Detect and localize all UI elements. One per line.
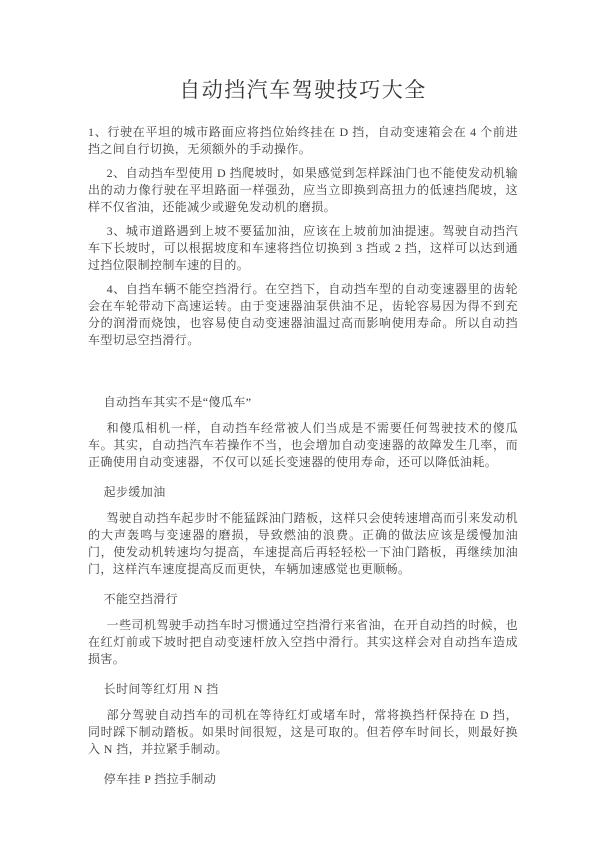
document-title: 自动挡汽车驾驶技巧大全 — [179, 78, 427, 102]
section-paragraph: 和傻瓜相机一样，自动挡车经常被人们当成是不需要任何驾驶技术的傻瓜车。其实，自动挡汽车若操作不当，也会增加自动变速器的故障发生几率，而正确使用自动变速器，不仅可以延长变速器的使用寿命，还可以降低油耗。 — [88, 421, 518, 469]
section-paragraph: 一些司机驾驶手动挡车时习惯通过空挡滑行来省油，在开自动挡的时候，也在红灯前或下坡时把自动变速杆放入空挡中滑行。其实这样会对自动挡车造成损害。 — [88, 618, 518, 666]
section-not-a-fool-car — [88, 394, 518, 471]
section-heading: 起步缓加油 — [103, 485, 166, 499]
intro-paragraph-1: 1、行驶在平坦的城市路面应将挡位始终挂在 D 挡，自动变速箱会在 4 个前进挡之间自行切换，无须额外的手动操作。 — [88, 125, 518, 156]
intro-paragraph-3: 3、城市道路遇到上坡不要猛加油，应该在上坡前加油提速。驾驶自动挡汽车下长坡时，可以根据坡度和车速将挡位切换到 3 挡或 2 挡，这样可以达到通过挡位限制控制车速的目的。 — [88, 224, 518, 272]
section-paragraph: 部分驾驶自动挡车的司机在等待红灯或堵车时，常将换挡杆保持在 D 挡，同时踩下制动踏板。如果时间很短，这是可取的。但若停车时间长，则最好换入 N 挡，并拉紧手制动。 — [88, 708, 518, 756]
section-heading: 自动挡车其实不是“傻瓜车” — [103, 395, 252, 409]
section-heading: 长时间等红灯用 N 挡 — [103, 682, 219, 696]
section-slow-throttle-start — [88, 484, 518, 578]
intro-paragraph-2: 2、自动挡车型使用 D 挡爬坡时，如果感觉到怎样踩油门也不能使发动机输出的动力像行驶在平坦路面一样强劲，应当立即换到高扭力的低速挡爬坡，这样不仅省油，还能减少或避免发动机的磨损。 — [88, 166, 518, 214]
intro-paragraph-4: 4、自挡车辆不能空挡滑行。在空挡下，自动挡车型的自动变速器里的齿轮会在车轮带动下高速运转。由于变速器油泵供油不足，齿轮容易因为得不到充分的润滑而烧蚀，也容易使自动变速器油温过高而影响使用寿命。所以自动挡车型切忌空挡滑行。 — [88, 282, 518, 347]
section-no-neutral-coasting — [88, 591, 518, 668]
section-paragraph: 驾驶自动挡车起步时不能猛踩油门踏板，这样只会使转速增高而引来发动机的大声轰鸣与变速器的磨损，导致燃油的浪费。正确的做法应该是缓慢加油门，使发动机转速均匀提高，车速提高后再轻轻松一下油门踏板，再继续加油门，这样汽车速度提高反而更快，车辆加速感觉也更顺畅。 — [88, 511, 518, 576]
section-heading: 停车挂 P 挡拉手制动 — [103, 772, 217, 786]
section-park-in-p-with-handbrake — [88, 771, 518, 788]
section-heading: 不能空挡滑行 — [103, 592, 178, 606]
section-use-n-at-red-light — [88, 681, 518, 758]
